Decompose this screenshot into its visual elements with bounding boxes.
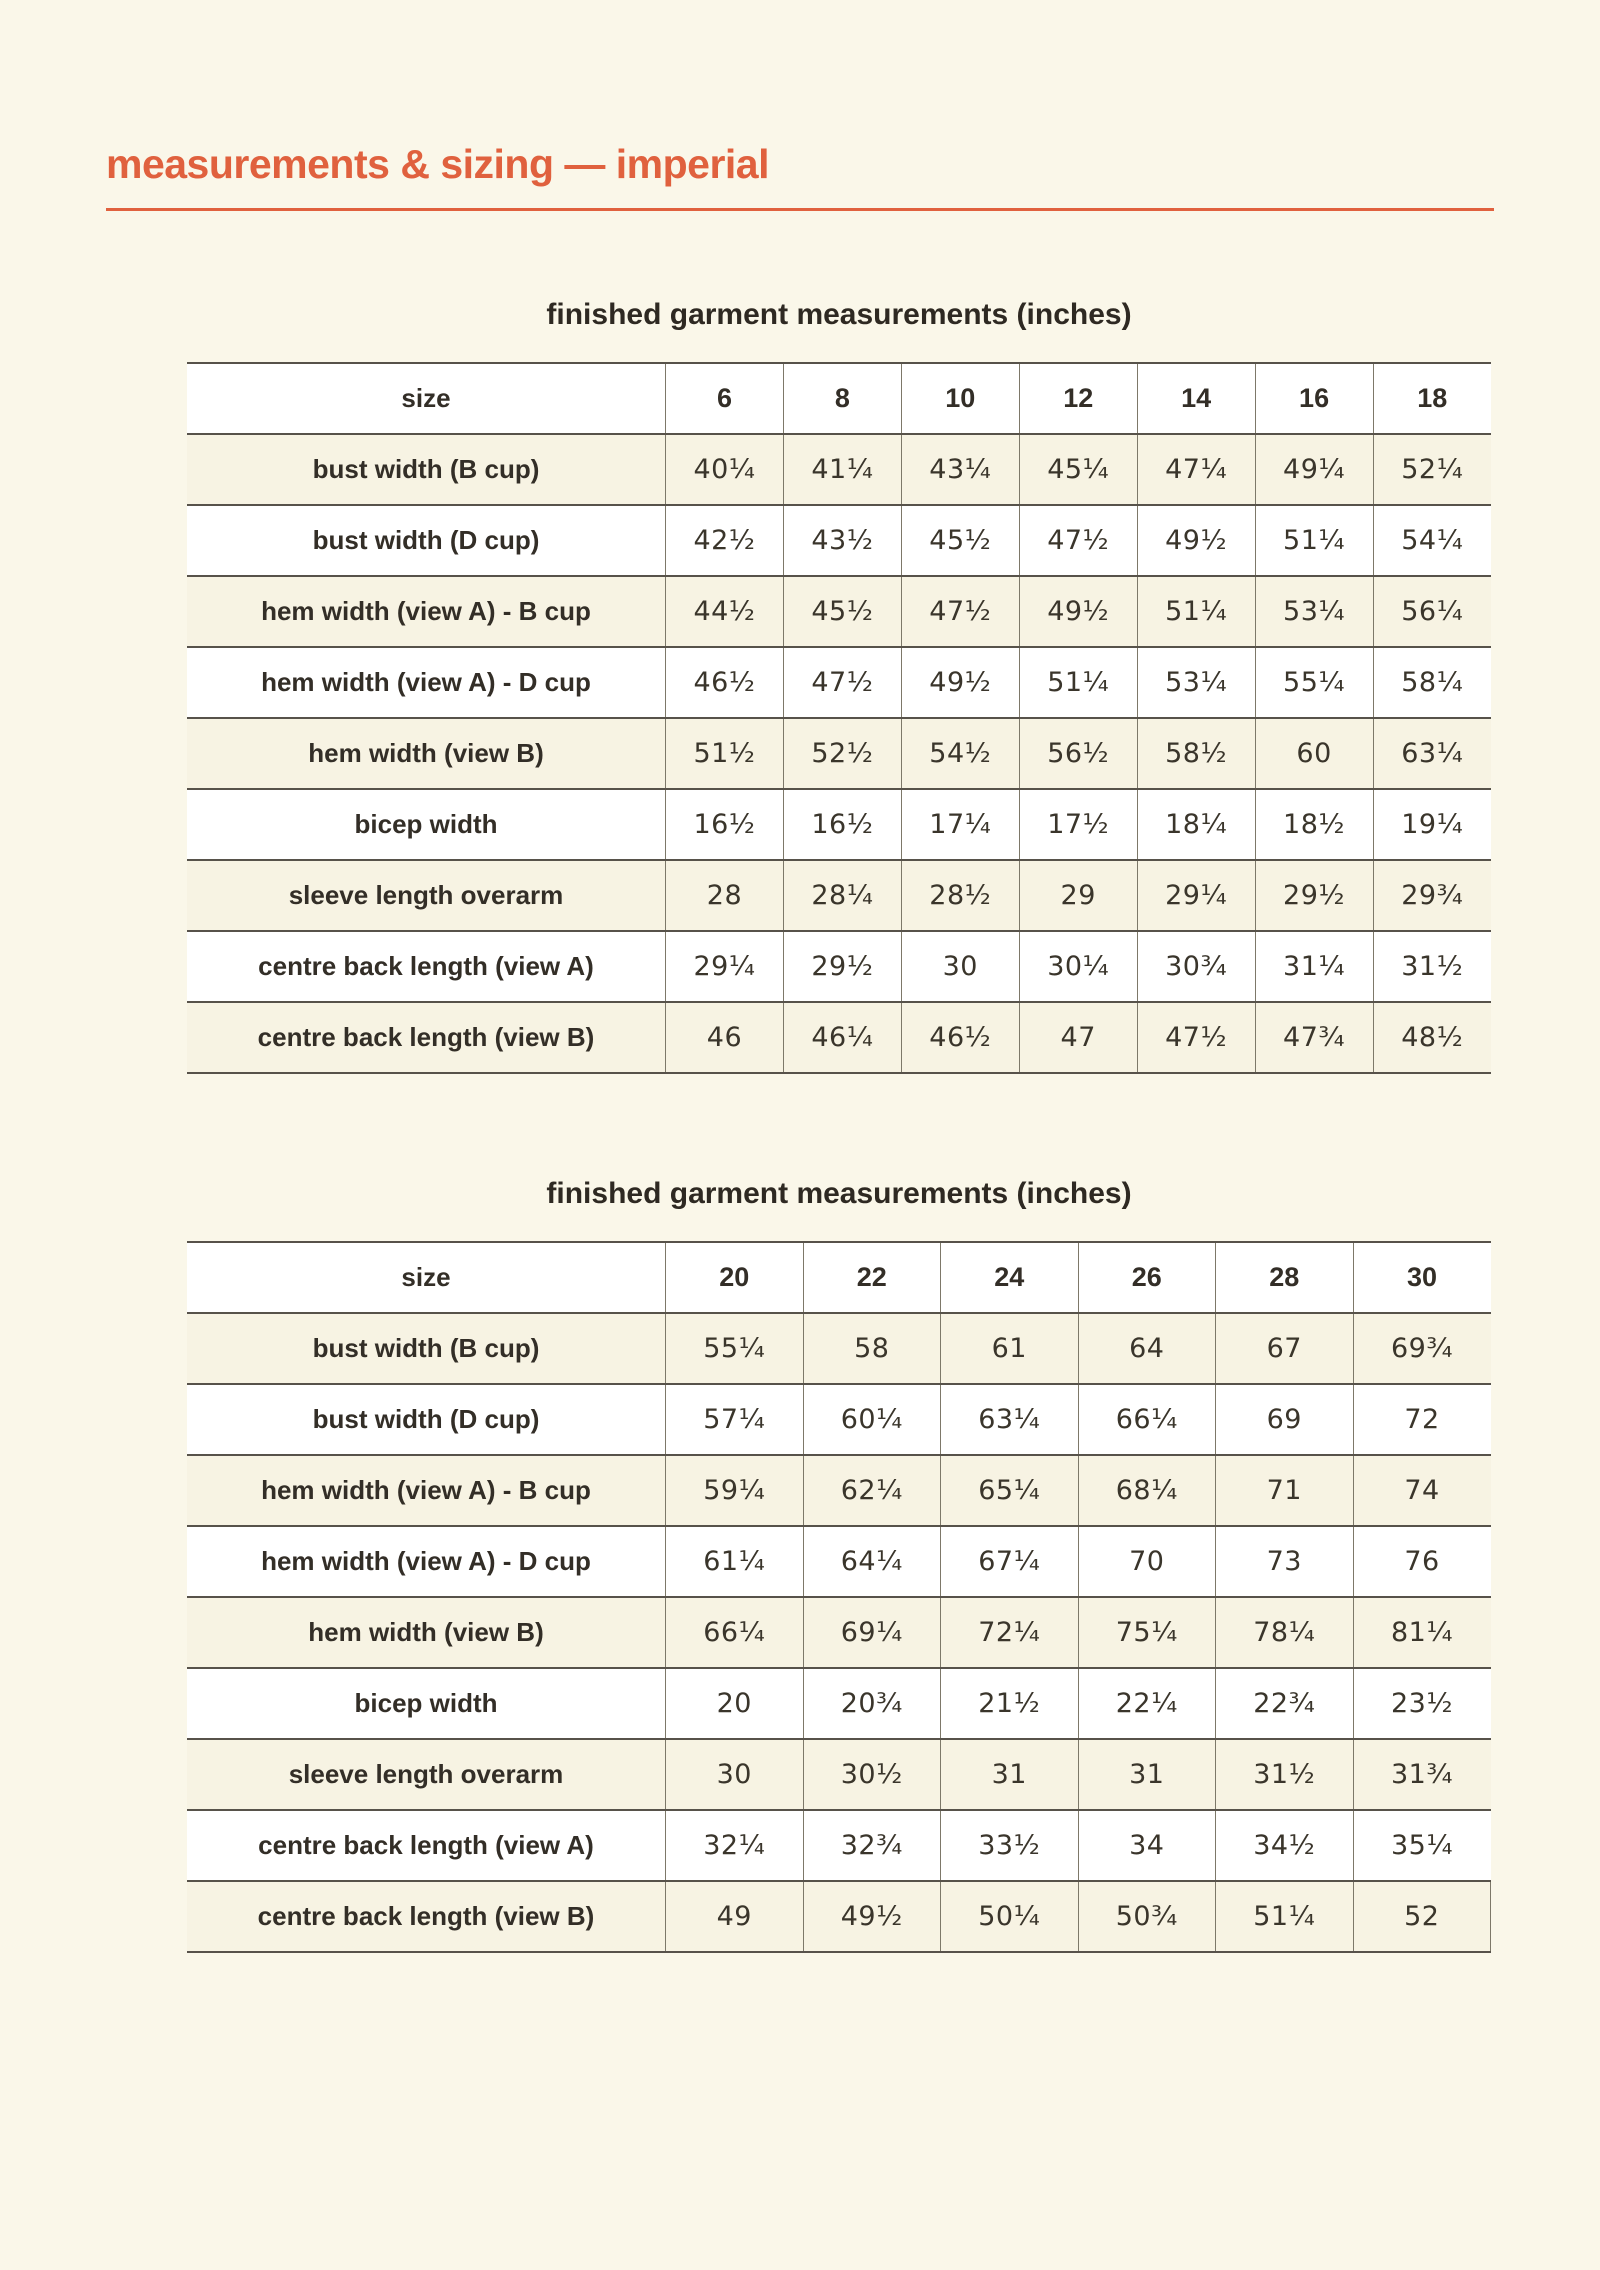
measurement-value-cell: 58 <box>803 1313 941 1384</box>
size-header-cell: 22 <box>803 1242 941 1313</box>
size-column-label: size <box>187 1242 666 1313</box>
measurement-row-label: sleeve length overarm <box>187 1739 666 1810</box>
measurement-value-cell: 43½ <box>783 505 901 576</box>
page-title: measurements & sizing — imperial <box>106 141 770 187</box>
measurement-value-cell: 29¼ <box>1137 860 1255 931</box>
measurement-value-cell: 69¾ <box>1353 1313 1491 1384</box>
measurement-value-cell: 29½ <box>1255 860 1373 931</box>
measurement-value-cell: 17½ <box>1019 789 1137 860</box>
measurement-value-cell: 16½ <box>783 789 901 860</box>
measurement-value-cell: 47½ <box>1137 1002 1255 1073</box>
measurement-row <box>187 576 1491 647</box>
table-title: finished garment measurements (inches) <box>546 1177 1132 1210</box>
measurement-value-cell: 31¾ <box>1353 1739 1491 1810</box>
measurement-value-cell: 42½ <box>666 505 784 576</box>
measurement-value-cell: 46¼ <box>783 1002 901 1073</box>
measurement-row-label: bicep width <box>187 1668 666 1739</box>
size-header-cell: 18 <box>1373 363 1491 434</box>
measurement-row <box>187 1313 1491 1384</box>
measurement-value-cell: 57¼ <box>666 1384 804 1455</box>
measurement-value-cell: 48½ <box>1373 1002 1491 1073</box>
size-header-cell: 26 <box>1078 1242 1216 1313</box>
measurement-value-cell: 35¼ <box>1353 1810 1491 1881</box>
measurement-row <box>187 1384 1491 1455</box>
measurement-value-cell: 19¼ <box>1373 789 1491 860</box>
measurement-value-cell: 30 <box>901 931 1019 1002</box>
measurement-value-cell: 32¼ <box>666 1810 804 1881</box>
size-header-cell: 30 <box>1353 1242 1491 1313</box>
measurement-row <box>187 1668 1491 1739</box>
title-underline-rule <box>106 208 1494 211</box>
measurement-value-cell: 50¼ <box>941 1881 1079 1952</box>
measurement-value-cell: 28 <box>666 860 784 931</box>
measurement-value-cell: 47 <box>1019 1002 1137 1073</box>
measurement-value-cell: 53¼ <box>1255 576 1373 647</box>
measurement-value-cell: 52½ <box>783 718 901 789</box>
measurement-value-cell: 75¼ <box>1078 1597 1216 1668</box>
measurement-row-label: centre back length (view B) <box>187 1881 666 1952</box>
measurement-value-cell: 49 <box>666 1881 804 1952</box>
measurement-row-label: hem width (view A) - B cup <box>187 576 666 647</box>
measurement-value-cell: 69 <box>1216 1384 1354 1455</box>
measurement-row-label: centre back length (view A) <box>187 931 666 1002</box>
measurement-value-cell: 55¼ <box>1255 647 1373 718</box>
measurement-value-cell: 44½ <box>666 576 784 647</box>
measurement-row <box>187 860 1491 931</box>
measurement-value-cell: 54½ <box>901 718 1019 789</box>
measurement-value-cell: 60¼ <box>803 1384 941 1455</box>
measurement-value-cell: 45½ <box>783 576 901 647</box>
measurement-row <box>187 1526 1491 1597</box>
measurement-value-cell: 50¾ <box>1078 1881 1216 1952</box>
measurement-value-cell: 21½ <box>941 1668 1079 1739</box>
size-header-cell: 12 <box>1019 363 1137 434</box>
measurement-row <box>187 718 1491 789</box>
measurement-value-cell: 46 <box>666 1002 784 1073</box>
measurement-value-cell: 70 <box>1078 1526 1216 1597</box>
measurement-value-cell: 49¼ <box>1255 434 1373 505</box>
measurement-value-cell: 72 <box>1353 1384 1491 1455</box>
size-header-cell: 8 <box>783 363 901 434</box>
measurement-value-cell: 66¼ <box>666 1597 804 1668</box>
measurement-row <box>187 789 1491 860</box>
measurement-row-label: hem width (view A) - B cup <box>187 1455 666 1526</box>
size-header-cell: 16 <box>1255 363 1373 434</box>
measurement-value-cell: 58½ <box>1137 718 1255 789</box>
measurement-value-cell: 51¼ <box>1216 1881 1354 1952</box>
measurement-row-label: bust width (B cup) <box>187 1313 666 1384</box>
table-title: finished garment measurements (inches) <box>546 298 1132 331</box>
measurement-value-cell: 46½ <box>666 647 784 718</box>
finished-measurements-table-sizes-20-30 <box>187 1241 1491 1953</box>
measurement-value-cell: 31¼ <box>1255 931 1373 1002</box>
size-header-cell: 6 <box>666 363 784 434</box>
measurement-value-cell: 60 <box>1255 718 1373 789</box>
measurement-row-label: centre back length (view A) <box>187 1810 666 1881</box>
measurement-value-cell: 52 <box>1353 1881 1491 1952</box>
measurement-value-cell: 66¼ <box>1078 1384 1216 1455</box>
measurement-value-cell: 61¼ <box>666 1526 804 1597</box>
measurement-row-label: sleeve length overarm <box>187 860 666 931</box>
size-header-cell: 28 <box>1216 1242 1354 1313</box>
measurement-value-cell: 29 <box>1019 860 1137 931</box>
measurement-value-cell: 81¼ <box>1353 1597 1491 1668</box>
measurement-value-cell: 18½ <box>1255 789 1373 860</box>
measurement-value-cell: 52¼ <box>1373 434 1491 505</box>
measurement-value-cell: 62¼ <box>803 1455 941 1526</box>
size-header-row <box>187 363 1491 434</box>
measurement-value-cell: 33½ <box>941 1810 1079 1881</box>
measurement-value-cell: 74 <box>1353 1455 1491 1526</box>
measurement-value-cell: 34 <box>1078 1810 1216 1881</box>
measurement-row-label: bicep width <box>187 789 666 860</box>
measurement-value-cell: 72¼ <box>941 1597 1079 1668</box>
measurement-row <box>187 931 1491 1002</box>
measurement-value-cell: 47¼ <box>1137 434 1255 505</box>
measurement-value-cell: 59¼ <box>666 1455 804 1526</box>
measurement-row <box>187 1739 1491 1810</box>
measurement-value-cell: 28½ <box>901 860 1019 931</box>
measurement-value-cell: 54¼ <box>1373 505 1491 576</box>
measurement-value-cell: 41¼ <box>783 434 901 505</box>
measurement-row-label: hem width (view A) - D cup <box>187 647 666 718</box>
measurement-value-cell: 76 <box>1353 1526 1491 1597</box>
measurement-row-label: bust width (D cup) <box>187 1384 666 1455</box>
size-header-cell: 14 <box>1137 363 1255 434</box>
measurement-value-cell: 47½ <box>901 576 1019 647</box>
size-table-section-2 <box>187 1176 1491 1953</box>
size-header-row <box>187 1242 1491 1313</box>
finished-measurements-table-sizes-6-18 <box>187 362 1491 1074</box>
measurement-row-label: hem width (view B) <box>187 718 666 789</box>
measurement-value-cell: 29¼ <box>666 931 784 1002</box>
measurement-value-cell: 30 <box>666 1739 804 1810</box>
measurement-value-cell: 31½ <box>1216 1739 1354 1810</box>
measurement-row <box>187 1455 1491 1526</box>
measurement-value-cell: 30½ <box>803 1739 941 1810</box>
measurement-value-cell: 51¼ <box>1255 505 1373 576</box>
measurement-value-cell: 43¼ <box>901 434 1019 505</box>
measurement-value-cell: 56½ <box>1019 718 1137 789</box>
measurement-value-cell: 73 <box>1216 1526 1354 1597</box>
measurement-value-cell: 29½ <box>783 931 901 1002</box>
measurement-value-cell: 47¾ <box>1255 1002 1373 1073</box>
measurement-value-cell: 69¼ <box>803 1597 941 1668</box>
measurement-value-cell: 56¼ <box>1373 576 1491 647</box>
size-column-label: size <box>187 363 666 434</box>
measurement-value-cell: 23½ <box>1353 1668 1491 1739</box>
measurement-value-cell: 45¼ <box>1019 434 1137 505</box>
size-header-cell: 20 <box>666 1242 804 1313</box>
measurement-value-cell: 51¼ <box>1137 576 1255 647</box>
measurement-row <box>187 505 1491 576</box>
measurement-value-cell: 68¼ <box>1078 1455 1216 1526</box>
measurement-value-cell: 49½ <box>901 647 1019 718</box>
measurement-value-cell: 49½ <box>803 1881 941 1952</box>
size-table-section-1 <box>187 297 1491 1074</box>
measurement-value-cell: 49½ <box>1019 576 1137 647</box>
measurement-value-cell: 20 <box>666 1668 804 1739</box>
measurement-value-cell: 65¼ <box>941 1455 1079 1526</box>
measurement-value-cell: 30¾ <box>1137 931 1255 1002</box>
measurement-value-cell: 53¼ <box>1137 647 1255 718</box>
measurement-row-label: bust width (B cup) <box>187 434 666 505</box>
measurement-row-label: bust width (D cup) <box>187 505 666 576</box>
measurement-value-cell: 29¾ <box>1373 860 1491 931</box>
measurement-value-cell: 67¼ <box>941 1526 1079 1597</box>
measurement-row <box>187 1597 1491 1668</box>
measurement-value-cell: 64 <box>1078 1313 1216 1384</box>
measurement-value-cell: 31 <box>941 1739 1079 1810</box>
measurement-value-cell: 46½ <box>901 1002 1019 1073</box>
measurement-value-cell: 18¼ <box>1137 789 1255 860</box>
measurement-value-cell: 63¼ <box>941 1384 1079 1455</box>
measurement-value-cell: 78¼ <box>1216 1597 1354 1668</box>
measurement-value-cell: 58¼ <box>1373 647 1491 718</box>
measurement-row <box>187 434 1491 505</box>
measurement-row-label: hem width (view B) <box>187 1597 666 1668</box>
measurement-value-cell: 67 <box>1216 1313 1354 1384</box>
measurement-value-cell: 32¾ <box>803 1810 941 1881</box>
measurement-value-cell: 31 <box>1078 1739 1216 1810</box>
measurement-value-cell: 47½ <box>1019 505 1137 576</box>
measurement-value-cell: 51½ <box>666 718 784 789</box>
measurement-value-cell: 71 <box>1216 1455 1354 1526</box>
measurement-value-cell: 17¼ <box>901 789 1019 860</box>
measurement-value-cell: 49½ <box>1137 505 1255 576</box>
measurement-value-cell: 22¾ <box>1216 1668 1354 1739</box>
measurement-row-label: centre back length (view B) <box>187 1002 666 1073</box>
measurement-value-cell: 47½ <box>783 647 901 718</box>
measurement-value-cell: 20¾ <box>803 1668 941 1739</box>
measurement-value-cell: 64¼ <box>803 1526 941 1597</box>
measurement-value-cell: 45½ <box>901 505 1019 576</box>
measurement-row <box>187 1810 1491 1881</box>
measurement-row-label: hem width (view A) - D cup <box>187 1526 666 1597</box>
measurement-value-cell: 28¼ <box>783 860 901 931</box>
measurement-value-cell: 31½ <box>1373 931 1491 1002</box>
measurement-value-cell: 63¼ <box>1373 718 1491 789</box>
measurement-value-cell: 22¼ <box>1078 1668 1216 1739</box>
size-header-cell: 24 <box>941 1242 1079 1313</box>
measurement-value-cell: 30¼ <box>1019 931 1137 1002</box>
measurement-row <box>187 647 1491 718</box>
measurement-value-cell: 40¼ <box>666 434 784 505</box>
measurement-row <box>187 1002 1491 1073</box>
measurement-value-cell: 34½ <box>1216 1810 1354 1881</box>
measurement-value-cell: 16½ <box>666 789 784 860</box>
measurement-value-cell: 55¼ <box>666 1313 804 1384</box>
measurement-value-cell: 61 <box>941 1313 1079 1384</box>
size-header-cell: 10 <box>901 363 1019 434</box>
measurement-row <box>187 1881 1491 1952</box>
measurement-value-cell: 51¼ <box>1019 647 1137 718</box>
